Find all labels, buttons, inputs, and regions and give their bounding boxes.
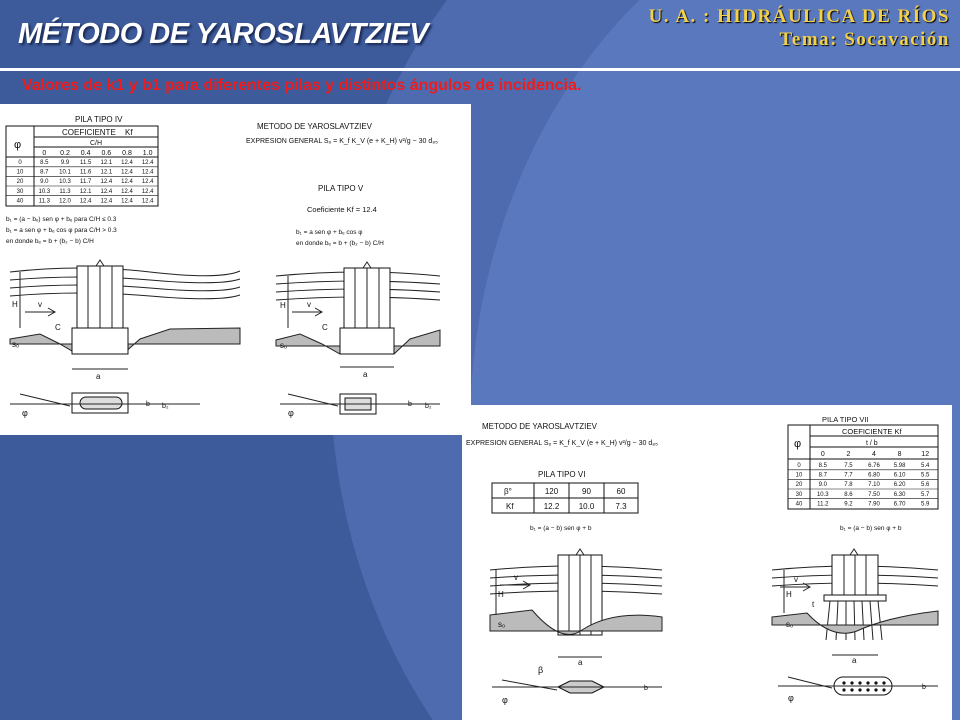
pila4-formula-2: b₁ = a sen φ + bₑ cos φ para C/H > 0.3 — [6, 227, 117, 234]
pila7-cell: 6.76 — [868, 463, 880, 469]
pila4-cell: 11.5 — [80, 160, 92, 166]
pila4-row-angle: 40 — [16, 198, 24, 205]
pila5-coefficient: Coeficiente Kf = 12.4 — [307, 205, 377, 214]
pila4-cell: 12.4 — [100, 179, 113, 186]
pila4-col-header: 0.4 — [80, 150, 91, 157]
pila4-col-header: 0.2 — [60, 150, 70, 157]
pila6-kf-value: 12.2 — [543, 502, 560, 511]
pila5-phi-angle: φ — [288, 408, 294, 418]
pila4-formula-1: b₁ = (a − bₑ) sen φ + bₑ para C/H ≤ 0.3 — [6, 216, 117, 223]
pila7-cell: 7.50 — [868, 491, 880, 498]
pila5-formula-1: b₁ = a sen φ + bₑ cos φ — [296, 229, 363, 236]
pila7-plan-diagram — [778, 677, 938, 703]
pila7-title: PILA TIPO VII — [822, 415, 869, 424]
pila4-cell: 12.4 — [141, 179, 154, 186]
pila4-cell: 12.4 — [79, 198, 92, 205]
pila4-cell: 10.3 — [59, 179, 71, 186]
pila5-b2-label: b₂ — [425, 403, 432, 410]
pila4-cell: 12.4 — [121, 188, 133, 195]
pila7-cell: 8.5 — [818, 463, 827, 469]
pila7-col-header: 8 — [897, 451, 902, 458]
pila7-cell: 11.2 — [817, 501, 829, 508]
pila7-tb-label: t / b — [866, 440, 878, 447]
pila4-phi-label: φ — [14, 139, 22, 151]
pila4-v-label: v — [38, 300, 42, 309]
pila7-col-header: 2 — [846, 451, 851, 458]
pila7-cell: 7.90 — [868, 501, 880, 508]
pila5-plan-diagram — [280, 394, 440, 418]
pila4-plan-diagram — [10, 393, 200, 418]
pila4-ch-label: C/H — [90, 140, 103, 147]
pila6-title: PILA TIPO VI — [538, 470, 586, 479]
pila7-cell: 5.7 — [921, 491, 930, 498]
pila4-cell: 9.9 — [60, 160, 70, 166]
pila6-v-label: v — [514, 573, 518, 582]
pila4-cell: 8.5 — [40, 160, 49, 166]
pila4-col-header: 0.8 — [122, 150, 132, 157]
pila4-col-header: 1.0 — [142, 150, 153, 157]
pila7-cell: 5.6 — [921, 482, 930, 489]
pila4-cell: 12.1 — [79, 188, 92, 195]
pila7-h-label: H — [786, 590, 792, 599]
pila4-cell: 11.7 — [80, 179, 92, 186]
pila4-col-headers — [42, 150, 152, 157]
pila7-row-angle: 20 — [795, 482, 803, 489]
pila4-cell: 12.4 — [121, 179, 133, 186]
slide-subtitle: Valores de k1 y b1 para diferentes pilas y distintos ángulos de incidencia. — [22, 77, 582, 94]
pila7-cell: 8.6 — [844, 491, 853, 498]
pila4-cell: 12.4 — [121, 198, 133, 205]
pila6-values — [544, 487, 627, 511]
pila4-formula-3: en donde bₑ = b + (b₂ − b) C/H — [6, 238, 94, 245]
pila4-cell: 10.3 — [38, 188, 51, 195]
pila7-b-label: b — [922, 684, 926, 691]
pila4-cell: 12.4 — [141, 169, 154, 176]
pila6-beta-value: 60 — [616, 487, 626, 496]
pila4-rows — [6, 160, 158, 204]
pila7-col-header: 12 — [921, 451, 930, 458]
pila6-b-label: b — [644, 685, 648, 692]
pila4-cell: 8.7 — [40, 169, 49, 176]
pila6-kf-header: Kf — [506, 502, 514, 511]
pila6-kf-value: 10.0 — [578, 502, 595, 511]
pila5-b-label: b — [408, 401, 412, 408]
pila7-cell: 7.8 — [844, 482, 853, 489]
pila4-cell: 12.4 — [141, 198, 154, 205]
pila4-cell: 12.4 — [100, 188, 113, 195]
pila7-so-label: sₒ — [786, 620, 794, 629]
panel2-heading: METODO DE YAROSLAVTZIEV — [482, 422, 597, 431]
pila7-phi-angle: φ — [788, 693, 794, 703]
pila4-b2-label: b₂ — [162, 403, 169, 410]
pila7-a-label: a — [852, 656, 857, 665]
pila4-cell: 10.1 — [59, 169, 71, 176]
pila7-cell: 5.4 — [921, 463, 930, 469]
pila6-kf-value: 7.3 — [615, 502, 627, 511]
pila4-a-label: a — [96, 372, 101, 381]
pila6-elevation-diagram — [490, 549, 662, 667]
course-topic: Tema: Socavación — [779, 29, 950, 50]
pila7-col-header: 0 — [820, 451, 825, 458]
pila7-cell: 9.2 — [844, 501, 853, 508]
pila7-cell: 5.5 — [921, 472, 930, 479]
pila4-kf-label: Kf — [125, 128, 133, 137]
course-label — [649, 5, 950, 51]
pila6-phi-angle: φ — [502, 695, 508, 705]
pila4-col-header: 0 — [42, 150, 47, 157]
pila4-cell: 12.1 — [100, 169, 113, 176]
pila6-formula: b₁ = (a − b) sen φ + b — [530, 525, 592, 532]
pila4-coef-label: COEFICIENTE — [62, 128, 116, 137]
pila4-cell: 12.0 — [59, 198, 71, 205]
pila4-cell: 12.4 — [141, 160, 154, 166]
pila5-a-label: a — [363, 370, 368, 379]
pila6-beta-value: 120 — [544, 487, 559, 496]
pila6-plan-diagram — [492, 665, 662, 705]
pila7-cell: 9.0 — [818, 482, 827, 489]
pila5-elevation-diagram — [276, 262, 440, 379]
pila6-beta-angle: β — [538, 665, 544, 675]
pila7-cell: 8.7 — [818, 472, 827, 479]
pila4-c-label: C — [55, 323, 61, 332]
pila7-v-label: v — [794, 575, 798, 584]
pila6-h-label: H — [498, 590, 504, 599]
slide-title: MÉTODO DE YAROSLAVTZIEV — [18, 18, 429, 50]
pila7-cell: 6.80 — [868, 472, 880, 479]
pila7-cell: 6.70 — [893, 501, 906, 508]
figure-pilas-vi-vii — [462, 405, 952, 720]
pila7-row-angle: 0 — [797, 463, 801, 469]
pila4-cell: 9.0 — [40, 179, 49, 186]
pila4-cell: 11.3 — [38, 198, 50, 205]
panel2-expression: EXPRESION GENERAL Sₒ = K_f K_V (e + K_H) v²/g − 30 d₈₅ — [466, 440, 658, 447]
pila5-title: PILA TIPO V — [318, 184, 364, 193]
pila7-cell: 5.9 — [921, 501, 930, 508]
pila4-cell: 12.4 — [121, 160, 133, 166]
pila4-row-angle: 0 — [18, 160, 22, 166]
pila7-cell: 6.10 — [893, 472, 906, 479]
pila7-cell: 7.5 — [844, 463, 853, 469]
pila5-formula-2: en donde bₑ = b + (b₂ − b) C/H — [296, 240, 384, 247]
pila5-expression: EXPRESION GENERAL Sₒ = K_f K_V (e + K_H) v²/g − 30 d₈₅ — [246, 138, 438, 145]
pila7-coef-label: COEFICIENTE Kf — [842, 427, 902, 436]
pila7-elevation-diagram — [772, 549, 938, 665]
pila6-beta-value: 90 — [582, 487, 591, 496]
pila7-row-angle: 30 — [795, 491, 803, 498]
figure-pilas-iv-v — [0, 104, 471, 435]
pila4-phi-angle: φ — [22, 408, 28, 418]
pila5-v-label: v — [307, 300, 311, 309]
pila4-col-header: 0.6 — [101, 150, 112, 157]
pila4-cell: 12.4 — [100, 198, 113, 205]
pila5-h-label: H — [280, 301, 286, 310]
pila7-cell: 7.10 — [868, 482, 880, 489]
pila4-elevation-diagram — [10, 260, 240, 381]
pila4-title: PILA TIPO IV — [75, 115, 123, 124]
pila7-t-label: t — [812, 600, 815, 609]
pila4-cell: 12.4 — [141, 188, 154, 195]
pila7-cell: 6.30 — [893, 491, 906, 498]
pila5-c-label: C — [322, 323, 328, 332]
pila4-row-angle: 30 — [16, 188, 24, 195]
pila4-b-label: b — [146, 401, 150, 408]
pila7-phi-label: φ — [794, 438, 802, 450]
pila4-cell: 12.4 — [121, 169, 133, 176]
pila7-col-headers — [821, 451, 929, 458]
pila7-row-angle: 40 — [795, 501, 803, 508]
course-name: U. A. : HIDRÁULICA DE RÍOS — [648, 6, 950, 27]
pila4-so-label: sₒ — [12, 340, 20, 349]
pila6-beta-header: β° — [504, 487, 512, 496]
pila5-heading: METODO DE YAROSLAVTZIEV — [257, 122, 372, 131]
pila4-cell: 11.6 — [80, 169, 92, 176]
pila7-cell: 7.7 — [844, 472, 853, 479]
pila7-cell: 5.98 — [893, 463, 906, 469]
pila7-row-angle: 10 — [795, 472, 803, 479]
pila6-a-label: a — [578, 658, 583, 667]
pila7-piles — [826, 601, 882, 640]
pila7-col-header: 4 — [872, 451, 876, 458]
scanned-figure-pilas-vi-vii — [462, 405, 952, 720]
pila5-so-label: sₒ — [280, 341, 288, 350]
pila4-cell: 12.1 — [100, 160, 113, 166]
pila7-formula: b₁ = (a − b) sen φ + b — [840, 525, 902, 532]
pila7-cell: 10.3 — [816, 491, 829, 498]
scanned-figure-pilas-iv-v — [0, 104, 471, 435]
pila7-cell: 6.20 — [893, 482, 906, 489]
pila6-so-label: sₒ — [498, 620, 506, 629]
pila4-cell: 11.3 — [59, 188, 71, 195]
pila4-row-angle: 20 — [16, 179, 24, 186]
pila4-h-label: H — [12, 300, 18, 309]
pila4-row-angle: 10 — [16, 169, 24, 176]
header-divider — [0, 68, 960, 71]
pila7-table — [788, 425, 938, 509]
